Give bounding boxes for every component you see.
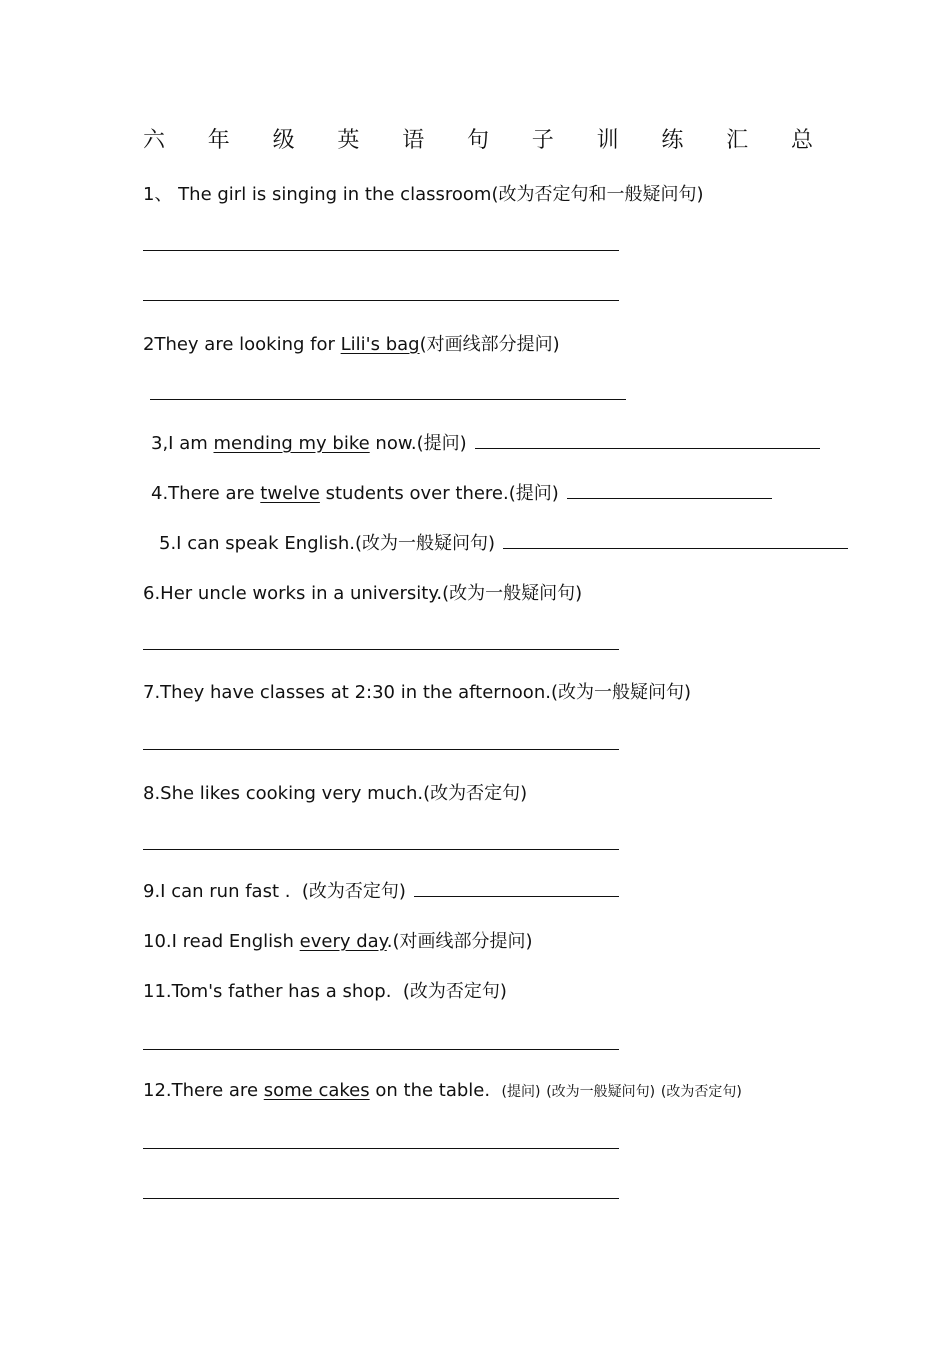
question-1 [143, 183, 703, 207]
answer-line[interactable] [150, 399, 626, 400]
question-4 [151, 482, 772, 506]
title-char: 练 [661, 128, 684, 153]
answer-line[interactable] [143, 1049, 619, 1050]
question-text: on the table. [369, 1080, 491, 1101]
answer-line[interactable] [414, 882, 619, 897]
underlined-phrase: mending my bike [213, 433, 370, 454]
instruction: (改为否定句) [301, 881, 406, 902]
question-7 [143, 681, 691, 705]
instruction: (提问) [501, 1084, 541, 1100]
underlined-phrase: twelve [260, 483, 320, 504]
question-5 [159, 532, 848, 556]
answer-line[interactable] [143, 250, 619, 251]
answer-line[interactable] [475, 434, 820, 449]
question-text: 7.They have classes at 2:30 in the afternoon. [143, 682, 551, 703]
underlined-phrase: every day [299, 931, 387, 952]
question-6 [143, 582, 582, 606]
question-text: now. [369, 433, 417, 454]
question-text: 2They are looking for [143, 334, 341, 355]
question-text: 10.I read English [143, 931, 300, 952]
instruction: (改为否定句和一般疑问句) [491, 184, 704, 205]
instruction: (对画线部分提问) [419, 334, 560, 355]
question-text: 4.There are [151, 483, 261, 504]
question-text: 6.Her uncle works in a university. [143, 583, 443, 604]
instruction: (改为一般疑问句) [355, 533, 496, 554]
question-text: 11.Tom's father has a shop. [143, 981, 392, 1002]
title-char: 年 [207, 128, 230, 153]
question-12 [143, 1079, 742, 1104]
instruction: (提问) [416, 433, 467, 454]
instruction: (对画线部分提问) [392, 931, 533, 952]
title-char: 英 [337, 128, 360, 153]
question-10 [143, 930, 533, 954]
answer-line[interactable] [143, 749, 619, 750]
question-text: 5.I can speak English. [159, 533, 356, 554]
question-text: 12.There are [143, 1080, 264, 1101]
answer-line[interactable] [143, 1148, 619, 1149]
question-8 [143, 782, 527, 806]
instruction: (改为一般疑问句) [442, 583, 583, 604]
question-text: 3,I am [151, 433, 214, 454]
answer-line[interactable] [143, 849, 619, 850]
answer-line[interactable] [143, 1198, 619, 1199]
title-char: 句 [466, 128, 489, 153]
title-char: 汇 [726, 128, 749, 153]
title-char: 训 [596, 128, 619, 153]
title-char: 总 [790, 128, 813, 153]
question-3 [151, 432, 820, 456]
instruction: (改为一般疑问句) [546, 1084, 656, 1100]
instruction: (改为否定句) [402, 981, 507, 1002]
question-11 [143, 980, 507, 1004]
instruction: (改为一般疑问句) [550, 682, 691, 703]
title-char: 子 [531, 128, 554, 153]
instruction: (改为否定句) [660, 1084, 742, 1100]
answer-line[interactable] [503, 534, 848, 549]
title-char: 语 [402, 128, 425, 153]
question-9 [143, 880, 619, 904]
underlined-phrase: some cakes [263, 1080, 370, 1101]
question-text: 8.She likes cooking very much. [143, 783, 424, 804]
page-title [143, 126, 813, 156]
question-text: students over there. [319, 483, 509, 504]
underlined-phrase: Lili's bag [340, 334, 420, 355]
answer-line[interactable] [567, 484, 772, 499]
question-text: 1、 The girl is singing in the classroom [143, 184, 492, 205]
title-char: 六 [143, 128, 166, 153]
answer-line[interactable] [143, 649, 619, 650]
instruction: (提问) [508, 483, 559, 504]
question-text: 9.I can run fast . [143, 881, 291, 902]
answer-line[interactable] [143, 300, 619, 301]
question-2 [143, 333, 560, 357]
title-char: 级 [272, 128, 295, 153]
instruction: (改为否定句) [423, 783, 528, 804]
question-text: . [386, 931, 393, 952]
